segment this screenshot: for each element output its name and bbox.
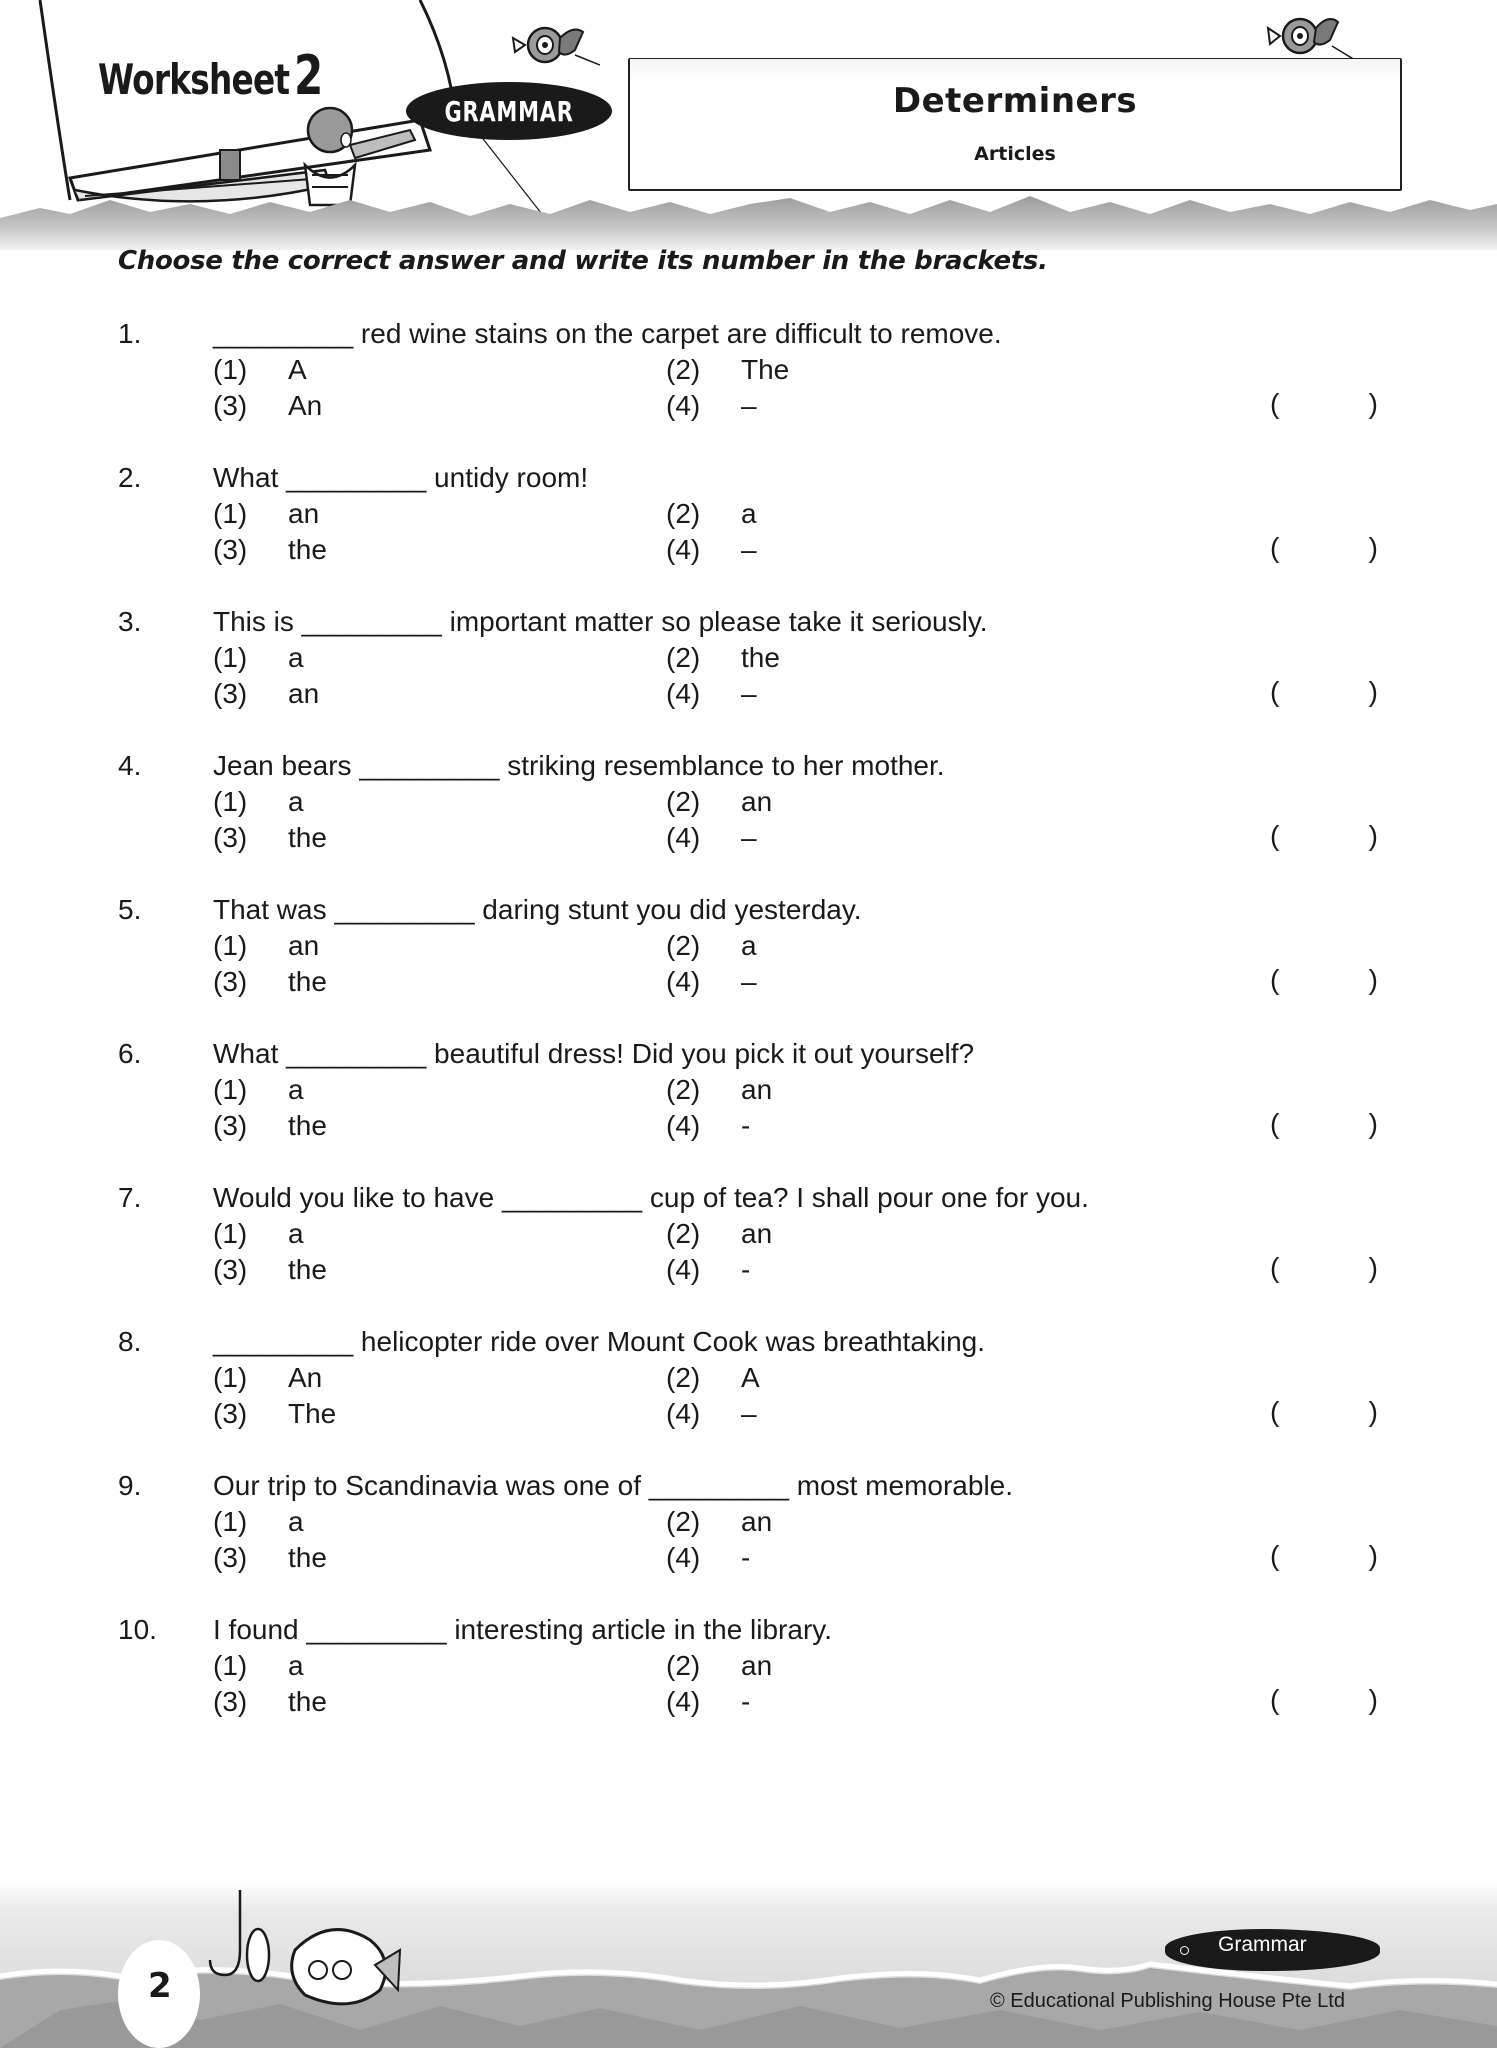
option-2 bbox=[666, 642, 780, 674]
question-number: 9. bbox=[118, 1470, 142, 1501]
answer-bracket[interactable] bbox=[1270, 1684, 1378, 1720]
section-tag-label: Grammar bbox=[1218, 1933, 1307, 1956]
option-label: (2) bbox=[666, 1362, 701, 1393]
question-number: 8. bbox=[118, 1326, 142, 1357]
question-item bbox=[0, 462, 1497, 606]
option-label: (4) bbox=[666, 390, 701, 421]
option-label: (4) bbox=[666, 822, 701, 853]
answer-bracket[interactable] bbox=[1270, 820, 1378, 856]
fish-eye-icon bbox=[1180, 1946, 1189, 1955]
bird-icon bbox=[1262, 8, 1362, 63]
question-item bbox=[0, 606, 1497, 750]
question-item bbox=[0, 1182, 1497, 1326]
option-3 bbox=[213, 1254, 327, 1286]
question-item bbox=[0, 1038, 1497, 1182]
option-value: a bbox=[288, 1218, 304, 1249]
option-label: (1) bbox=[213, 1362, 248, 1393]
option-2 bbox=[666, 1218, 772, 1250]
option-1 bbox=[213, 1362, 322, 1394]
question-text: That was _________ daring stunt you did yesterday. bbox=[213, 894, 862, 925]
answer-bracket[interactable] bbox=[1270, 1540, 1378, 1576]
option-value: – bbox=[741, 822, 757, 853]
option-1 bbox=[213, 786, 304, 818]
option-3 bbox=[213, 1110, 327, 1142]
bracket-open: ( bbox=[1270, 820, 1280, 851]
question-text: _________ red wine stains on the carpet are difficult to remove. bbox=[213, 318, 1002, 349]
option-label: (4) bbox=[666, 1254, 701, 1285]
option-2 bbox=[666, 930, 757, 962]
option-3 bbox=[213, 822, 327, 854]
option-label: (3) bbox=[213, 678, 248, 709]
option-value: – bbox=[741, 534, 757, 565]
option-value: The bbox=[288, 1398, 337, 1429]
bracket-open: ( bbox=[1270, 532, 1280, 563]
option-2 bbox=[666, 354, 789, 386]
option-2 bbox=[666, 1362, 760, 1394]
option-4 bbox=[666, 822, 757, 854]
question-item bbox=[0, 1614, 1497, 1758]
bracket-close: ) bbox=[1368, 1684, 1378, 1715]
bracket-open: ( bbox=[1270, 1684, 1280, 1715]
option-label: (3) bbox=[213, 1398, 248, 1429]
option-label: (3) bbox=[213, 1686, 248, 1717]
answer-bracket[interactable] bbox=[1270, 676, 1378, 712]
bracket-close: ) bbox=[1368, 532, 1378, 563]
option-label: (2) bbox=[666, 786, 701, 817]
option-label: (3) bbox=[213, 1254, 248, 1285]
option-3 bbox=[213, 1398, 336, 1430]
question-item bbox=[0, 1326, 1497, 1470]
option-label: (4) bbox=[666, 1542, 701, 1573]
bracket-open: ( bbox=[1270, 676, 1280, 707]
category-badge bbox=[406, 82, 612, 140]
question-text: _________ helicopter ride over Mount Cook was breathtaking. bbox=[213, 1326, 986, 1357]
question-number: 10. bbox=[118, 1614, 157, 1645]
option-label: (3) bbox=[213, 966, 248, 997]
bracket-close: ) bbox=[1368, 1252, 1378, 1283]
bird-icon bbox=[505, 20, 600, 75]
option-4 bbox=[666, 390, 757, 422]
option-label: (1) bbox=[213, 1074, 248, 1105]
option-label: (4) bbox=[666, 534, 701, 565]
option-label: (4) bbox=[666, 1686, 701, 1717]
question-text: Would you like to have _________ cup of tea? I shall pour one for you. bbox=[213, 1182, 1089, 1213]
option-2 bbox=[666, 498, 757, 530]
option-label: (2) bbox=[666, 1506, 701, 1537]
option-3 bbox=[213, 1542, 327, 1574]
option-label: (3) bbox=[213, 390, 248, 421]
option-2 bbox=[666, 1506, 772, 1538]
option-label: (1) bbox=[213, 1218, 248, 1249]
question-number: 2. bbox=[118, 462, 142, 493]
category-badge-label: GRAMMAR bbox=[444, 94, 574, 128]
instruction-text: Choose the correct answer and write its number in the brackets. bbox=[118, 246, 1048, 276]
option-label: (2) bbox=[666, 930, 701, 961]
bracket-close: ) bbox=[1368, 820, 1378, 851]
bracket-open: ( bbox=[1270, 388, 1280, 419]
option-label: (4) bbox=[666, 1398, 701, 1429]
question-item bbox=[0, 318, 1497, 462]
option-value: an bbox=[741, 786, 773, 817]
option-value: The bbox=[741, 354, 790, 385]
option-label: (1) bbox=[213, 354, 248, 385]
option-value: a bbox=[288, 786, 304, 817]
bracket-close: ) bbox=[1368, 676, 1378, 707]
option-value: a bbox=[741, 498, 757, 529]
option-4 bbox=[666, 1398, 757, 1430]
bracket-open: ( bbox=[1270, 1252, 1280, 1283]
option-label: (2) bbox=[666, 1218, 701, 1249]
question-text: I found _________ interesting article in the library. bbox=[213, 1614, 832, 1645]
option-value: an bbox=[288, 930, 320, 961]
option-value: a bbox=[288, 1506, 304, 1537]
option-label: (3) bbox=[213, 822, 248, 853]
question-item bbox=[0, 894, 1497, 1038]
option-4 bbox=[666, 1542, 750, 1574]
option-label: (2) bbox=[666, 642, 701, 673]
question-number: 4. bbox=[118, 750, 142, 781]
option-3 bbox=[213, 390, 322, 422]
option-value: the bbox=[288, 966, 327, 997]
worksheet-number: 2 bbox=[293, 44, 323, 107]
question-text: This is _________ important matter so please take it seriously. bbox=[213, 606, 988, 637]
option-label: (4) bbox=[666, 678, 701, 709]
question-item bbox=[0, 750, 1497, 894]
answer-bracket[interactable] bbox=[1270, 1396, 1378, 1432]
option-value: an bbox=[288, 678, 320, 709]
option-value: An bbox=[288, 390, 323, 421]
option-label: (1) bbox=[213, 642, 248, 673]
question-text: Our trip to Scandinavia was one of _________ most memorable. bbox=[213, 1470, 1014, 1501]
option-value: - bbox=[741, 1110, 751, 1141]
option-value: an bbox=[741, 1506, 773, 1537]
worksheet-header bbox=[0, 0, 1497, 250]
question-number: 1. bbox=[118, 318, 142, 349]
option-label: (1) bbox=[213, 1650, 248, 1681]
option-value: - bbox=[741, 1686, 751, 1717]
option-1 bbox=[213, 642, 304, 674]
option-value: – bbox=[741, 966, 757, 997]
option-label: (1) bbox=[213, 1506, 248, 1537]
option-value: – bbox=[741, 1398, 757, 1429]
option-value: the bbox=[288, 1254, 327, 1285]
answer-bracket[interactable] bbox=[1270, 388, 1378, 424]
option-value: - bbox=[741, 1254, 751, 1285]
option-label: (3) bbox=[213, 1542, 248, 1573]
option-4 bbox=[666, 1686, 750, 1718]
question-text: Jean bears _________ striking resemblance to her mother. bbox=[213, 750, 945, 781]
question-number: 5. bbox=[118, 894, 142, 925]
option-value: the bbox=[288, 1110, 327, 1141]
bracket-close: ) bbox=[1368, 964, 1378, 995]
bracket-open: ( bbox=[1270, 964, 1280, 995]
option-value: the bbox=[288, 822, 327, 853]
option-label: (1) bbox=[213, 498, 248, 529]
worksheet-title bbox=[98, 44, 323, 107]
option-value: an bbox=[741, 1650, 773, 1681]
copyright-text: © Educational Publishing House Pte Ltd bbox=[990, 1990, 1345, 2012]
option-label: (1) bbox=[213, 786, 248, 817]
option-label: (2) bbox=[666, 1650, 701, 1681]
option-value: a bbox=[288, 642, 304, 673]
option-3 bbox=[213, 678, 319, 710]
topic-banner bbox=[628, 58, 1402, 191]
option-label: (1) bbox=[213, 930, 248, 961]
question-number: 6. bbox=[118, 1038, 142, 1069]
worksheet-label: Worksheet bbox=[98, 55, 290, 104]
question-text: What _________ untidy room! bbox=[213, 462, 589, 493]
option-value: an bbox=[741, 1218, 773, 1249]
topic-subtitle: Articles bbox=[974, 143, 1056, 165]
answer-bracket[interactable] bbox=[1270, 1252, 1378, 1288]
option-4 bbox=[666, 966, 757, 998]
option-value: An bbox=[288, 1362, 323, 1393]
option-4 bbox=[666, 1110, 750, 1142]
option-label: (2) bbox=[666, 498, 701, 529]
option-3 bbox=[213, 1686, 327, 1718]
option-4 bbox=[666, 1254, 750, 1286]
option-value: - bbox=[741, 1542, 751, 1573]
bracket-close: ) bbox=[1368, 388, 1378, 419]
topic-title: Determiners bbox=[892, 81, 1138, 121]
question-item bbox=[0, 1470, 1497, 1614]
question-number: 7. bbox=[118, 1182, 142, 1213]
question-text: What _________ beautiful dress! Did you pick it out yourself? bbox=[213, 1038, 975, 1069]
option-label: (2) bbox=[666, 1074, 701, 1105]
option-value: a bbox=[288, 1074, 304, 1105]
option-value: an bbox=[741, 1074, 773, 1105]
page-number: 2 bbox=[148, 1966, 172, 2006]
option-label: (2) bbox=[666, 354, 701, 385]
option-value: – bbox=[741, 390, 757, 421]
option-value: an bbox=[288, 498, 320, 529]
bracket-close: ) bbox=[1368, 1396, 1378, 1427]
option-value: the bbox=[288, 534, 327, 565]
option-value: the bbox=[741, 642, 780, 673]
option-value: – bbox=[741, 678, 757, 709]
option-2 bbox=[666, 1650, 772, 1682]
waves-decoration bbox=[0, 190, 1497, 250]
bracket-open: ( bbox=[1270, 1540, 1280, 1571]
option-value: A bbox=[288, 354, 307, 385]
option-value: the bbox=[288, 1686, 327, 1717]
option-label: (4) bbox=[666, 966, 701, 997]
option-1 bbox=[213, 1218, 304, 1250]
option-label: (3) bbox=[213, 534, 248, 565]
option-3 bbox=[213, 966, 327, 998]
option-1 bbox=[213, 498, 319, 530]
option-3 bbox=[213, 534, 327, 566]
option-value: A bbox=[741, 1362, 760, 1393]
bracket-close: ) bbox=[1368, 1540, 1378, 1571]
bracket-close: ) bbox=[1368, 1108, 1378, 1139]
option-1 bbox=[213, 1506, 304, 1538]
option-1 bbox=[213, 1650, 304, 1682]
option-label: (3) bbox=[213, 1110, 248, 1141]
option-value: a bbox=[741, 930, 757, 961]
option-4 bbox=[666, 678, 757, 710]
option-1 bbox=[213, 354, 307, 386]
bracket-open: ( bbox=[1270, 1108, 1280, 1139]
option-1 bbox=[213, 1074, 304, 1106]
answer-bracket[interactable] bbox=[1270, 1108, 1378, 1144]
option-label: (4) bbox=[666, 1110, 701, 1141]
answer-bracket[interactable] bbox=[1270, 964, 1378, 1000]
option-2 bbox=[666, 1074, 772, 1106]
option-4 bbox=[666, 534, 757, 566]
option-value: the bbox=[288, 1542, 327, 1573]
option-value: a bbox=[288, 1650, 304, 1681]
option-2 bbox=[666, 786, 772, 818]
answer-bracket[interactable] bbox=[1270, 532, 1378, 568]
bracket-open: ( bbox=[1270, 1396, 1280, 1427]
question-number: 3. bbox=[118, 606, 142, 637]
option-1 bbox=[213, 930, 319, 962]
